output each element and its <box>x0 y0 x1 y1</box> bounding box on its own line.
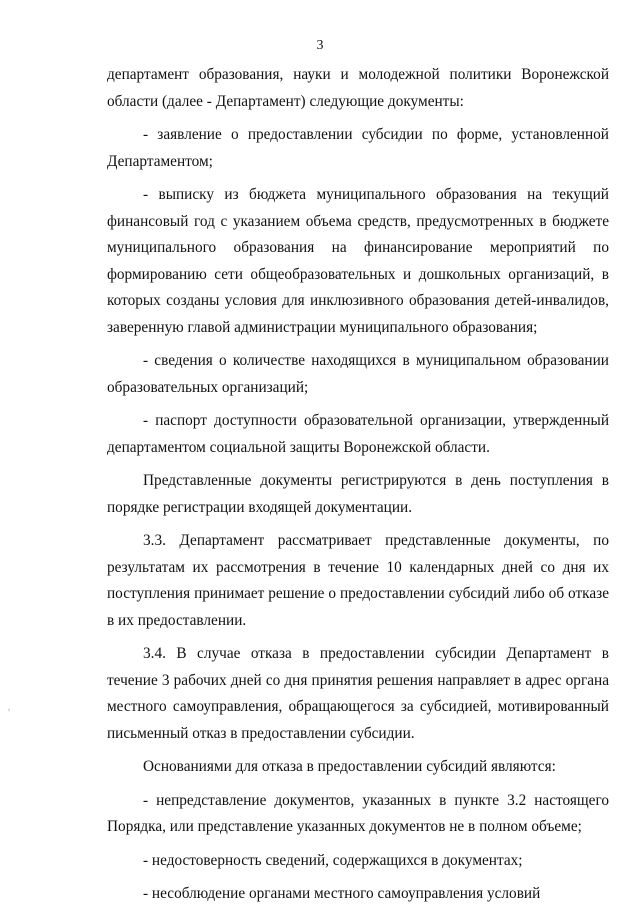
paragraph-item-organizations-count: - сведения о количестве находящихся в муниципальном образовании образовательных организаций; <box>107 352 609 396</box>
page-number: 3 <box>316 38 324 53</box>
paragraph-item-application: - заявление о предоставлении субсидии по форме, установленной Департаментом; <box>107 126 609 170</box>
paragraph-item-budget-extract: - выписку из бюджета муниципального образования на текущий финансовый год с указанием объема средств, предусмотренных в бюджете муниципального образования на финансирование мероприятий по формированию сети общеобразовательных и дошкольных организаций, в которых созданы условия для инклюзивного образования детей-инвалидов, заверенную главой администрации муниципального образования; <box>107 186 609 336</box>
paragraph-3-3: 3.3. Департамент рассматривает представленные документы, по результатам их рассмотрения в течение 10 календарных дней со дня их поступления принимает решение о предоставлении субсидий либо об отказе в их предоставлении. <box>107 532 609 629</box>
paragraph-item-accessibility-passport: - паспорт доступности образовательной организации, утвержденный департаментом социальной защиты Воронежской области. <box>107 412 609 456</box>
paragraph-registration: Представленные документы регистрируются в день поступления в порядке регистрации входящей документации. <box>107 472 609 516</box>
paragraph-3-4: 3.4. В случае отказа в предоставлении субсидии Департамент в течение 3 рабочих дней со дня принятия решения направляет в адрес органа местного самоуправления, обращающегося за субсидией, мотивированный письменный отказ в предоставлении субсидии. <box>107 645 609 742</box>
paragraph-ground-unreliability: - недостоверность сведений, содержащихся в документах; <box>143 851 523 869</box>
paragraph-intro: департамент образования, науки и молодежной политики Воронежской области (далее - Департамент) следующие документы: <box>107 66 609 110</box>
margin-mark: , <box>8 702 11 712</box>
paragraph-ground-noncompliance: - несоблюдение органами местного самоуправления условий <box>143 885 541 902</box>
paragraph-ground-nonsubmission: - непредставление документов, указанных в пункте 3.2 настоящего Порядка, или представление указанных документов не в полном объеме; <box>107 791 609 835</box>
paragraph-refusal-grounds: Основаниями для отказа в предоставлении субсидий являются: <box>143 758 556 775</box>
document-body <box>107 62 609 915</box>
